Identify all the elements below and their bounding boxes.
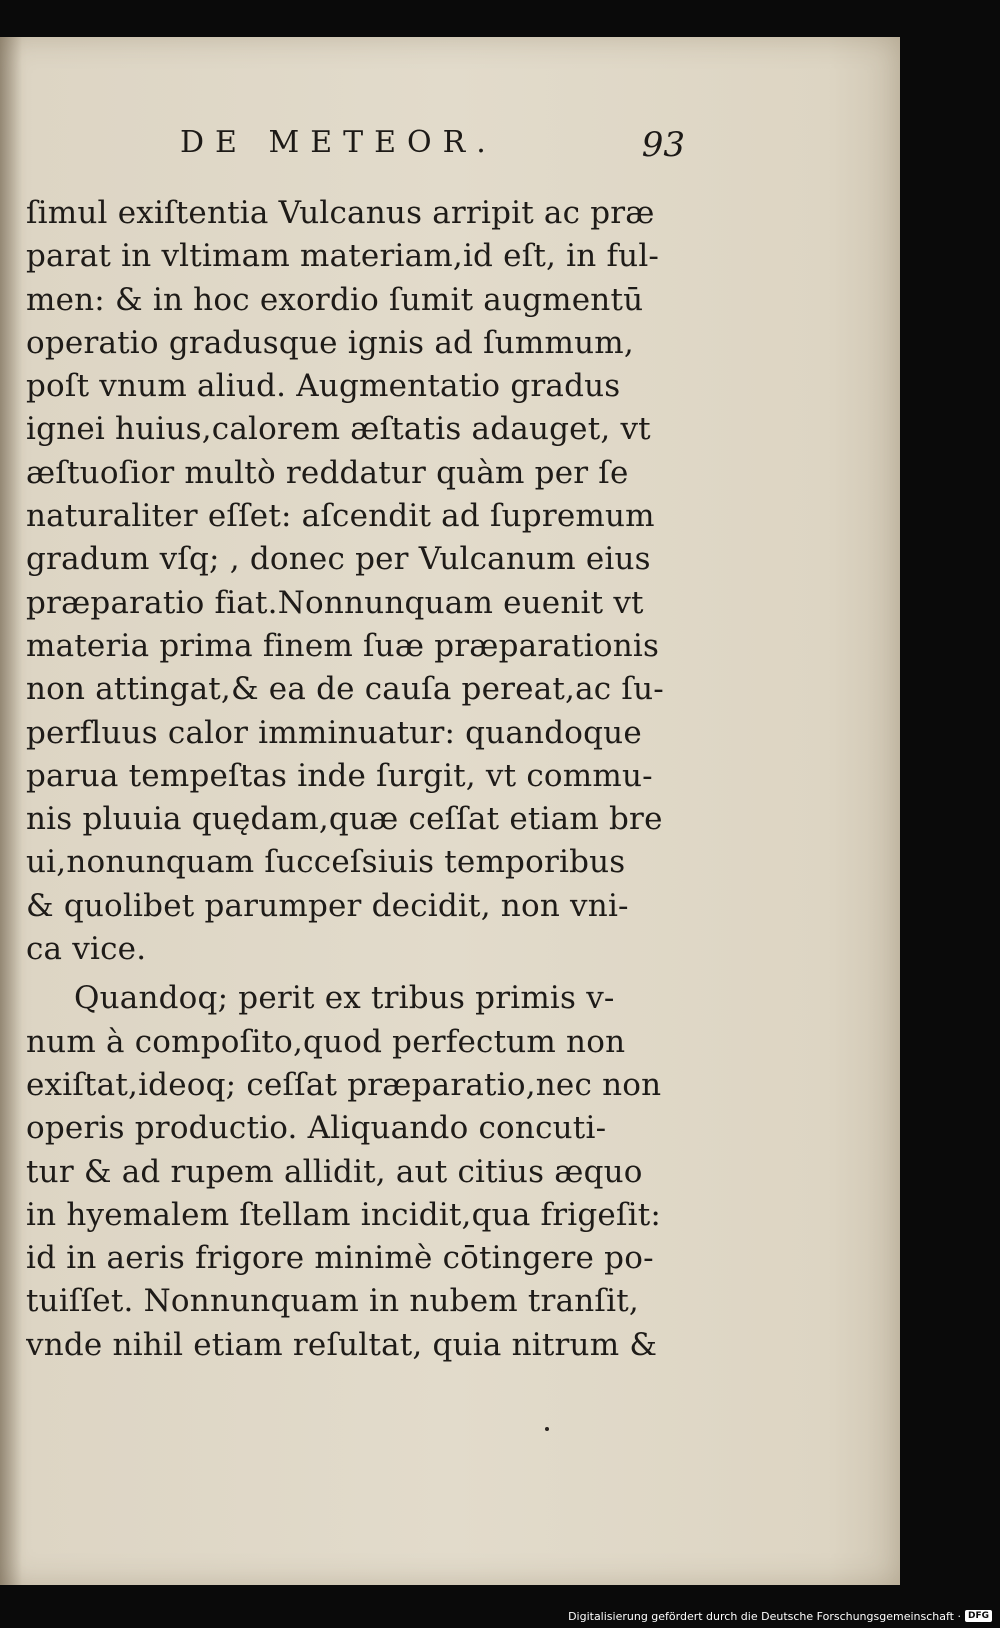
text-line: operis productio. Aliquando concuti-	[26, 1110, 607, 1147]
text-line: naturaliter eſſet: aſcendit ad ſupremum	[26, 498, 655, 535]
body-text	[26, 192, 686, 1367]
text-line: operatio gradusque ignis ad ſummum,	[26, 324, 634, 361]
text-line: parua tempeſtas inde ſurgit, vt commu-	[26, 757, 653, 794]
text-line: num à compoſito,quod perfectum non	[26, 1023, 626, 1060]
paragraph	[26, 192, 686, 971]
text-line: exiſtat,ideoq; ceſſat præparatio,nec non	[26, 1066, 662, 1103]
text-line: id in aeris frigore minimè cōtingere po-	[26, 1240, 654, 1277]
running-title: DE METEOR.	[180, 125, 497, 160]
text-line: ui,nonunquam ſucceſsiuis temporibus	[26, 844, 626, 881]
credit-text: Digitalisierung gefördert durch die Deutsche Forschungsgemeinschaft ·	[568, 1609, 961, 1623]
digitization-credit	[568, 1606, 992, 1626]
text-line: præparatio fiat.Nonnunquam euenit vt	[26, 584, 644, 621]
text-line: parat in vltimam materiam,id eſt, in ful-	[26, 238, 660, 275]
text-line: tuiſſet. Nonnunquam in nubem tranſit,	[26, 1283, 639, 1320]
paragraph	[26, 977, 686, 1367]
text-line: nis pluuia quędam,quæ ceſſat etiam bre	[26, 801, 663, 838]
text-line: non attingat,& ea de cauſa pereat,ac ſu-	[26, 671, 664, 708]
book-page	[0, 37, 900, 1585]
ink-speck	[545, 1427, 549, 1431]
text-line: ca vice.	[26, 931, 147, 968]
text-line: vnde nihil etiam reſultat, quia nitrum &	[26, 1326, 658, 1363]
text-line: perfluus calor imminuatur: quandoque	[26, 714, 642, 751]
text-line: æſtuoſior multò reddatur quàm per ſe	[26, 454, 629, 491]
text-line: materia prima finem ſuæ præparationis	[26, 627, 660, 664]
text-line: in hyemalem ſtellam incidit,qua frigeſit:	[26, 1196, 662, 1233]
text-line: ſimul exiſtentia Vulcanus arripit ac præ	[26, 195, 655, 231]
text-line: & quolibet parumper decidit, non vni-	[26, 887, 629, 924]
text-line: tur & ad rupem allidit, aut citius æquo	[26, 1153, 643, 1190]
dfg-logo-icon: DFG	[965, 1610, 992, 1622]
text-line: poſt vnum aliud. Augmentatio gradus	[26, 368, 621, 405]
page-number: 93	[641, 125, 685, 165]
text-line: ignei huius,calorem æſtatis adauget, vt	[26, 411, 651, 448]
text-line: Quandoq; perit ex tribus primis v-	[74, 980, 615, 1017]
page-header	[180, 125, 685, 175]
text-line: men: & in hoc exordio ſumit augmentū	[26, 281, 644, 318]
text-line: gradum vſq; , donec per Vulcanum eius	[26, 541, 651, 578]
